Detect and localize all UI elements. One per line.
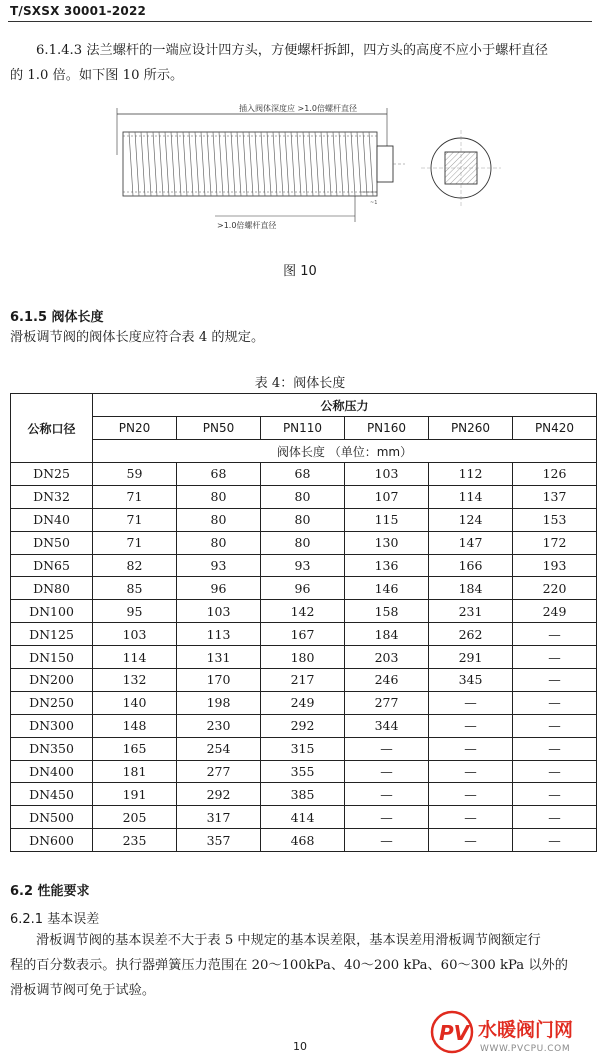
row-nominal-diameter: DN250	[11, 691, 93, 714]
table-valve-body-length	[10, 393, 597, 852]
row-length-value: 137	[513, 485, 597, 508]
row-length-value: 114	[93, 646, 177, 669]
svg-text:~1: ~1	[370, 200, 378, 206]
row-length-value: 235	[93, 829, 177, 852]
row-length-value: —	[345, 783, 429, 806]
row-nominal-diameter: DN400	[11, 760, 93, 783]
standard-code: T/SXSX 30001-2022	[10, 4, 147, 18]
clause-6-1-4-3	[10, 38, 590, 88]
row-length-value: 385	[261, 783, 345, 806]
section-6-2-1-heading: 6.2.1 基本误差	[10, 912, 100, 927]
header-pressure-class: PN420	[513, 417, 597, 440]
table-body	[11, 463, 597, 852]
watermark-url: WWW.PVCPU.COM	[480, 1044, 571, 1054]
header-unit-row: 阀体长度 （单位：mm）	[93, 440, 597, 463]
row-length-value: 230	[177, 714, 261, 737]
row-length-value: 277	[345, 691, 429, 714]
header-pressure-class: PN260	[429, 417, 513, 440]
row-nominal-diameter: DN600	[11, 829, 93, 852]
row-length-value: 80	[177, 508, 261, 531]
row-length-value: 249	[513, 600, 597, 623]
clause-line-1: 6.1.4.3 法兰螺杆的一端应设计四方头，方便螺杆拆卸，四方头的高度不应小于螺杆直径	[36, 43, 548, 58]
row-length-value: 85	[93, 577, 177, 600]
table-row	[11, 623, 597, 646]
row-nominal-diameter: DN40	[11, 508, 93, 531]
row-length-value: 153	[513, 508, 597, 531]
header-pressure-class: PN20	[93, 417, 177, 440]
header-pressure-class: PN110	[261, 417, 345, 440]
square-head-side	[377, 146, 393, 182]
row-length-value: —	[513, 829, 597, 852]
row-length-value: 414	[261, 806, 345, 829]
row-length-value: 315	[261, 737, 345, 760]
row-length-value: —	[513, 714, 597, 737]
row-length-value: —	[345, 829, 429, 852]
row-length-value: 103	[93, 623, 177, 646]
row-length-value: 181	[93, 760, 177, 783]
row-length-value: 172	[513, 531, 597, 554]
row-length-value: 124	[429, 508, 513, 531]
row-length-value: 140	[93, 691, 177, 714]
table-4-title: 表 4：阀体长度	[254, 376, 346, 391]
table-row	[11, 531, 597, 554]
row-length-value: 166	[429, 554, 513, 577]
table-row	[11, 508, 597, 531]
row-length-value: 80	[177, 531, 261, 554]
row-length-value: 254	[177, 737, 261, 760]
row-length-value: 147	[429, 531, 513, 554]
row-nominal-diameter: DN80	[11, 577, 93, 600]
row-length-value: 292	[177, 783, 261, 806]
row-length-value: 103	[345, 463, 429, 486]
watermark-logo-letters: PV	[439, 1021, 470, 1045]
row-length-value: 68	[177, 463, 261, 486]
row-length-value: 262	[429, 623, 513, 646]
table-row	[11, 737, 597, 760]
row-length-value: 357	[177, 829, 261, 852]
table-row	[11, 829, 597, 852]
row-length-value: 71	[93, 485, 177, 508]
row-length-value: 146	[345, 577, 429, 600]
figure-caption: 图 10	[283, 264, 317, 279]
row-length-value: 167	[261, 623, 345, 646]
table-row	[11, 669, 597, 692]
header-nominal-diameter: 公称口径	[11, 394, 93, 463]
table-row	[11, 760, 597, 783]
row-nominal-diameter: DN500	[11, 806, 93, 829]
row-length-value: 148	[93, 714, 177, 737]
table-row	[11, 600, 597, 623]
table-row	[11, 554, 597, 577]
row-length-value: 468	[261, 829, 345, 852]
table-row	[11, 577, 597, 600]
row-length-value: 180	[261, 646, 345, 669]
row-length-value: 59	[93, 463, 177, 486]
row-length-value: —	[429, 829, 513, 852]
row-length-value: —	[513, 806, 597, 829]
row-nominal-diameter: DN150	[11, 646, 93, 669]
row-length-value: 136	[345, 554, 429, 577]
row-length-value: —	[513, 783, 597, 806]
row-length-value: 68	[261, 463, 345, 486]
figure-label-bottom: >1.0倍螺杆直径	[217, 221, 277, 230]
table-row	[11, 806, 597, 829]
table-row	[11, 691, 597, 714]
body-line-1: 滑板调节阀的基本误差不大于表 5 中规定的基本误差限，基本误差用滑板调节阀额定行	[36, 933, 541, 948]
header-pressure-class: PN160	[345, 417, 429, 440]
row-length-value: 131	[177, 646, 261, 669]
table-row	[11, 646, 597, 669]
row-length-value: 130	[345, 531, 429, 554]
row-length-value: 193	[513, 554, 597, 577]
row-length-value: —	[513, 646, 597, 669]
row-length-value: 231	[429, 600, 513, 623]
row-length-value: 93	[177, 554, 261, 577]
row-length-value: —	[345, 760, 429, 783]
row-length-value: —	[429, 783, 513, 806]
row-length-value: 205	[93, 806, 177, 829]
row-length-value: 246	[345, 669, 429, 692]
row-length-value: 113	[177, 623, 261, 646]
page-number: 10	[293, 1040, 307, 1053]
row-length-value: 165	[93, 737, 177, 760]
row-length-value: 82	[93, 554, 177, 577]
row-length-value: 96	[261, 577, 345, 600]
row-length-value: 107	[345, 485, 429, 508]
row-nominal-diameter: DN65	[11, 554, 93, 577]
row-length-value: —	[429, 760, 513, 783]
row-length-value: 344	[345, 714, 429, 737]
row-length-value: —	[513, 760, 597, 783]
row-length-value: 220	[513, 577, 597, 600]
row-length-value: —	[345, 806, 429, 829]
row-length-value: —	[429, 737, 513, 760]
row-nominal-diameter: DN350	[11, 737, 93, 760]
table-row	[11, 463, 597, 486]
row-length-value: 345	[429, 669, 513, 692]
section-6-1-5-heading: 6.1.5 阀体长度	[10, 310, 104, 325]
row-length-value: 184	[429, 577, 513, 600]
row-length-value: 80	[177, 485, 261, 508]
row-length-value: —	[345, 737, 429, 760]
section-6-2-1-body	[10, 928, 590, 1003]
section-6-1-5-body: 滑板调节阀的阀体长度应符合表 4 的规定。	[10, 330, 265, 345]
figure-10-bolt-drawing	[115, 100, 515, 240]
threaded-rod	[123, 132, 377, 196]
row-length-value: 71	[93, 531, 177, 554]
row-nominal-diameter: DN50	[11, 531, 93, 554]
row-length-value: 355	[261, 760, 345, 783]
row-length-value: 115	[345, 508, 429, 531]
row-length-value: 80	[261, 485, 345, 508]
row-nominal-diameter: DN300	[11, 714, 93, 737]
row-length-value: 217	[261, 669, 345, 692]
square-head-end-view	[421, 130, 501, 206]
row-length-value: —	[513, 691, 597, 714]
row-length-value: 198	[177, 691, 261, 714]
row-length-value: 191	[93, 783, 177, 806]
row-length-value: —	[513, 623, 597, 646]
row-length-value: 80	[261, 531, 345, 554]
row-length-value: 203	[345, 646, 429, 669]
header-pressure-class: PN50	[177, 417, 261, 440]
table-row	[11, 714, 597, 737]
row-length-value: —	[429, 691, 513, 714]
row-length-value: 184	[345, 623, 429, 646]
clause-line-2: 的 1.0 倍。如下图 10 所示。	[10, 68, 184, 83]
row-nominal-diameter: DN100	[11, 600, 93, 623]
row-length-value: —	[513, 669, 597, 692]
body-line-3: 滑板调节阀可免于试验。	[10, 983, 156, 998]
row-length-value: 126	[513, 463, 597, 486]
row-length-value: 317	[177, 806, 261, 829]
row-nominal-diameter: DN32	[11, 485, 93, 508]
table-row	[11, 783, 597, 806]
row-length-value: 277	[177, 760, 261, 783]
row-length-value: 80	[261, 508, 345, 531]
row-nominal-diameter: DN25	[11, 463, 93, 486]
table-row	[11, 485, 597, 508]
body-line-2: 程的百分数表示。执行器弹簧压力范围在 20～100kPa、40～200 kPa、60～300 kPa 以外的	[10, 958, 568, 973]
section-6-2-heading: 6.2 性能要求	[10, 884, 90, 899]
row-length-value: 103	[177, 600, 261, 623]
row-nominal-diameter: DN200	[11, 669, 93, 692]
row-length-value: 96	[177, 577, 261, 600]
row-length-value: 249	[261, 691, 345, 714]
row-length-value: 93	[261, 554, 345, 577]
row-length-value: 132	[93, 669, 177, 692]
row-length-value: —	[513, 737, 597, 760]
row-length-value: 95	[93, 600, 177, 623]
row-length-value: —	[429, 806, 513, 829]
header-nominal-pressure: 公称压力	[93, 394, 597, 417]
row-length-value: 71	[93, 508, 177, 531]
row-length-value: 170	[177, 669, 261, 692]
figure-label-top: 插入阀体深度应 >1.0倍螺杆直径	[239, 104, 357, 113]
row-length-value: 292	[261, 714, 345, 737]
row-length-value: 142	[261, 600, 345, 623]
row-length-value: —	[429, 714, 513, 737]
row-nominal-diameter: DN450	[11, 783, 93, 806]
watermark-brand: 水暖阀门网	[478, 1019, 574, 1041]
header-divider	[8, 21, 592, 22]
row-length-value: 291	[429, 646, 513, 669]
row-length-value: 114	[429, 485, 513, 508]
row-length-value: 112	[429, 463, 513, 486]
row-length-value: 158	[345, 600, 429, 623]
row-nominal-diameter: DN125	[11, 623, 93, 646]
